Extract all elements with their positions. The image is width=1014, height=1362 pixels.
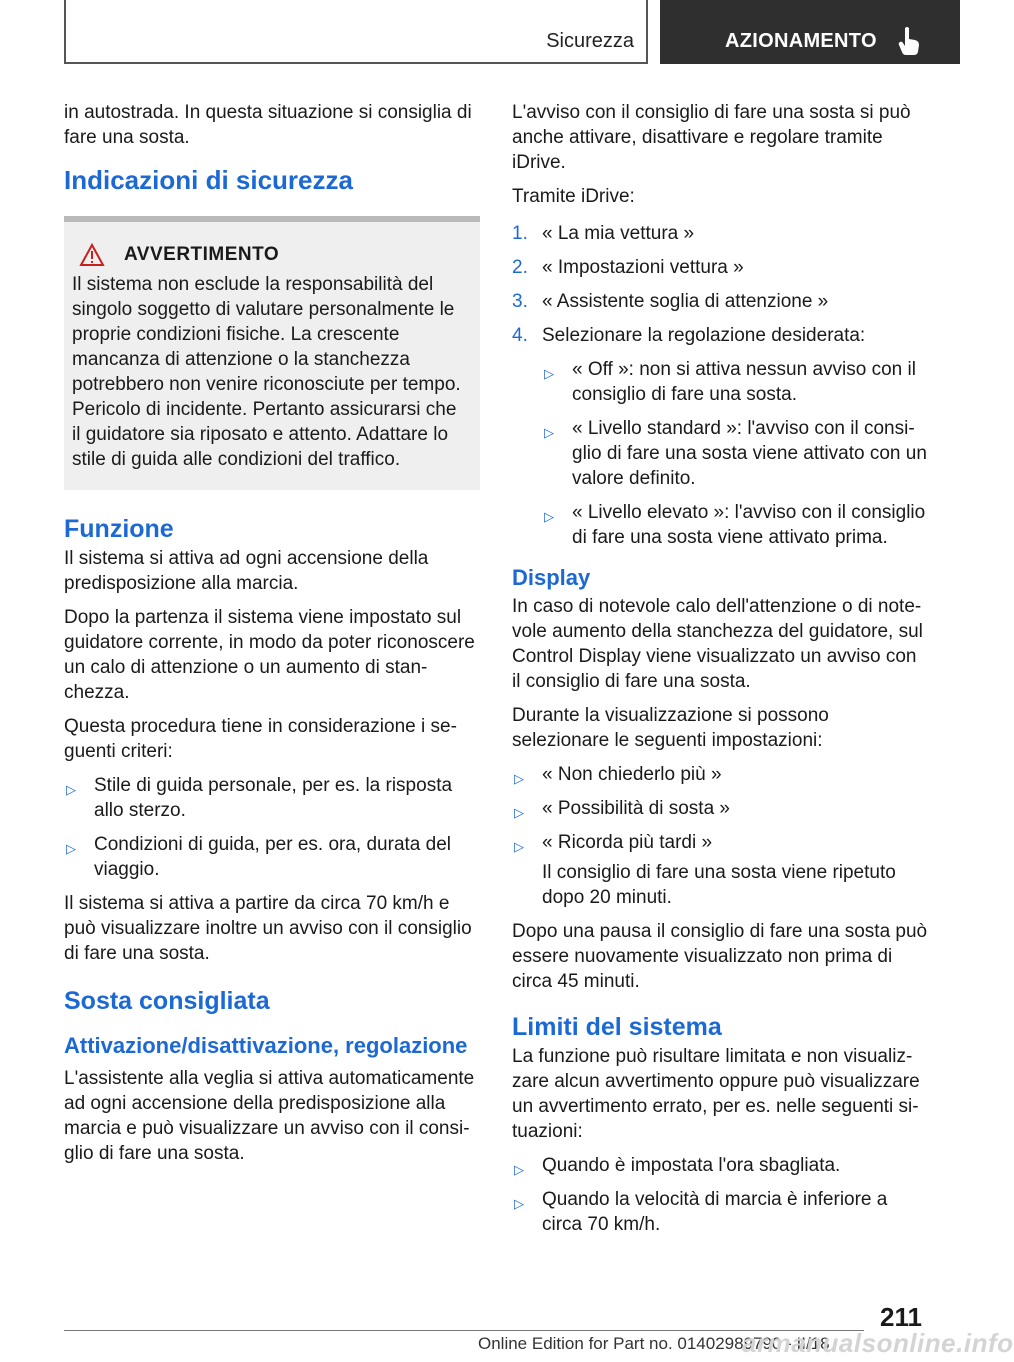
warning-triangle-icon [80,244,104,266]
triangle-bullet-icon: ▷ [514,771,524,786]
options-list [542,357,928,550]
triangle-bullet-icon: ▷ [514,839,524,854]
limits-list [512,1153,928,1237]
triangle-bullet-icon: ▷ [544,425,554,440]
intro-paragraph: in autostrada. In questa situazione si consiglia di fare una sosta. [64,102,472,148]
header-section-box [64,0,648,64]
display-paragraph-3: Dopo una pausa il consiglio di fare una sosta può essere nuovamente visualizzato non prima di circa 45 minuti. [512,921,928,992]
triangle-bullet-icon: ▷ [66,782,76,797]
list-item: ▷ « Off »: non si attiva nessun avviso con il consiglio di fare una sosta. [544,359,916,405]
triangle-bullet-icon: ▷ [514,1196,524,1211]
warning-title: AVVERTIMENTO [124,244,280,265]
function-paragraph-3: Questa procedura tiene in considerazione i seguenti criteri: [64,716,457,762]
list-item: 4. Selezionare la regolazione desiderata: ▷ « Off »: non si attiva nessun avviso con il consiglio di fare una sosta. ▷ « Livello standard »: l'avviso con il consiglio di fare una sosta viene attivato con un valore definito. ▷ « Livello elevato »: l'avviso con il consiglio di fare una sosta viene attivato prima. [512,325,927,548]
display-options-list [512,762,928,855]
triangle-bullet-icon: ▷ [544,509,554,524]
list-item: ▷ « Possibilità di sosta » [512,796,928,821]
hand-pointer-icon [896,26,922,56]
function-heading: Funzione [64,515,174,543]
rest-heading: Sosta consigliata [64,987,270,1015]
list-item: 3. « Assistente soglia di attenzione » [512,291,829,312]
function-paragraph-4: Il sistema si attiva a partire da circa 70 km/h e può visualizzare inoltre un avviso con il consiglio di fare una sosta. [64,893,472,964]
activation-paragraph: L'assistente alla veglia si attiva automaticamente ad ogni accensione della predisposizione alla marcia e può visualizzare un avviso con il consiglio di fare una sosta. [64,1068,475,1164]
idrive-paragraph: L'avviso con il consiglio di fare una sosta si può anche attivare, disattivare e regolare tramite iDrive. [512,102,911,173]
triangle-bullet-icon: ▷ [66,841,76,856]
display-paragraph-1: In caso di notevole calo dell'attenzione o di notevole aumento della stanchezza del guidatore, sul Control Display viene visualizzato un avviso con il consiglio di fare una sosta. [512,596,923,692]
triangle-bullet-icon: ▷ [514,805,524,820]
list-item: ▷ Condizioni di guida, per es. ora, durata del viaggio. [66,834,452,880]
triangle-bullet-icon: ▷ [514,1162,524,1177]
function-paragraph-2: Dopo la partenza il sistema viene impostato sul guidatore corrente, in modo da poter riconoscere un calo di attenzione o un aumento di stanchezza. [64,607,475,703]
header-chapter-title: AZIONAMENTO [725,30,877,52]
limits-heading: Limiti del sistema [512,1013,722,1041]
list-item: ▷ Stile di guida personale, per es. la risposta allo sterzo. [66,775,453,821]
list-item: 2. « Impostazioni vettura » [512,257,744,278]
list-item: ▷ « Livello elevato »: l'avviso con il consiglio di fare una sosta viene attivato prima. [544,502,926,548]
safety-heading: Indicazioni di sicurezza [64,165,353,195]
display-heading: Display [512,565,591,590]
steps-list [512,221,928,550]
left-column [64,100,480,1175]
list-item: ▷ Quando è impostata l'ora sbagliata. [512,1153,928,1178]
display-paragraph-2: Durante la visualizzazione si possono selezionare le seguenti impostazioni: [512,705,829,751]
function-paragraph-1: Il sistema si attiva ad ogni accensione della predisposizione alla marcia. [64,548,429,594]
list-item: ▷ « Ricorda più tardi » [512,830,928,855]
display-note: Il consiglio di fare una sosta viene ripetuto dopo 20 minuti. [542,862,896,908]
list-item: 1. « La mia vettura » [512,223,695,244]
idrive-intro: Tramite iDrive: [512,186,635,207]
activation-heading: Attivazione/disattivazione, regolazione [64,1033,468,1058]
warning-box [64,216,480,490]
list-item: ▷ Quando la velocità di marcia è inferiore a circa 70 km/h. [514,1189,888,1235]
footer-edition: Online Edition for Part no. 01402989790 - II/18 [478,1334,830,1353]
watermark: armanualsonline.info [742,1328,1014,1358]
list-item: ▷ « Non chiederlo più » [512,762,928,787]
page-number: 211 [880,1302,922,1332]
header-chapter-box [660,0,960,64]
right-column [512,100,928,1246]
list-item: ▷ « Livello standard »: l'avviso con il consiglio di fare una sosta viene attivato con un valore definito. [544,418,927,489]
limits-paragraph: La funzione può risultare limitata e non visualizzare alcun avvertimento oppure può visualizzare un avvertimento errato, per es. nelle seguenti situazioni: [512,1046,920,1142]
triangle-bullet-icon: ▷ [544,366,554,381]
warning-text: Il sistema non esclude la responsabilità del singolo soggetto di valutare personalmente le proprie condizioni fisiche. La crescente mancanza di attenzione o la stanchezza potrebbero non venire riconosciute per tempo. Pericolo di incidente. Pertanto assicurarsi che il guidatore sia riposato e attento. Adattare lo stile di guida alle condizioni del traffico. [72,274,461,470]
criteria-list [64,773,480,882]
header-section-title: Sicurezza [546,30,634,52]
